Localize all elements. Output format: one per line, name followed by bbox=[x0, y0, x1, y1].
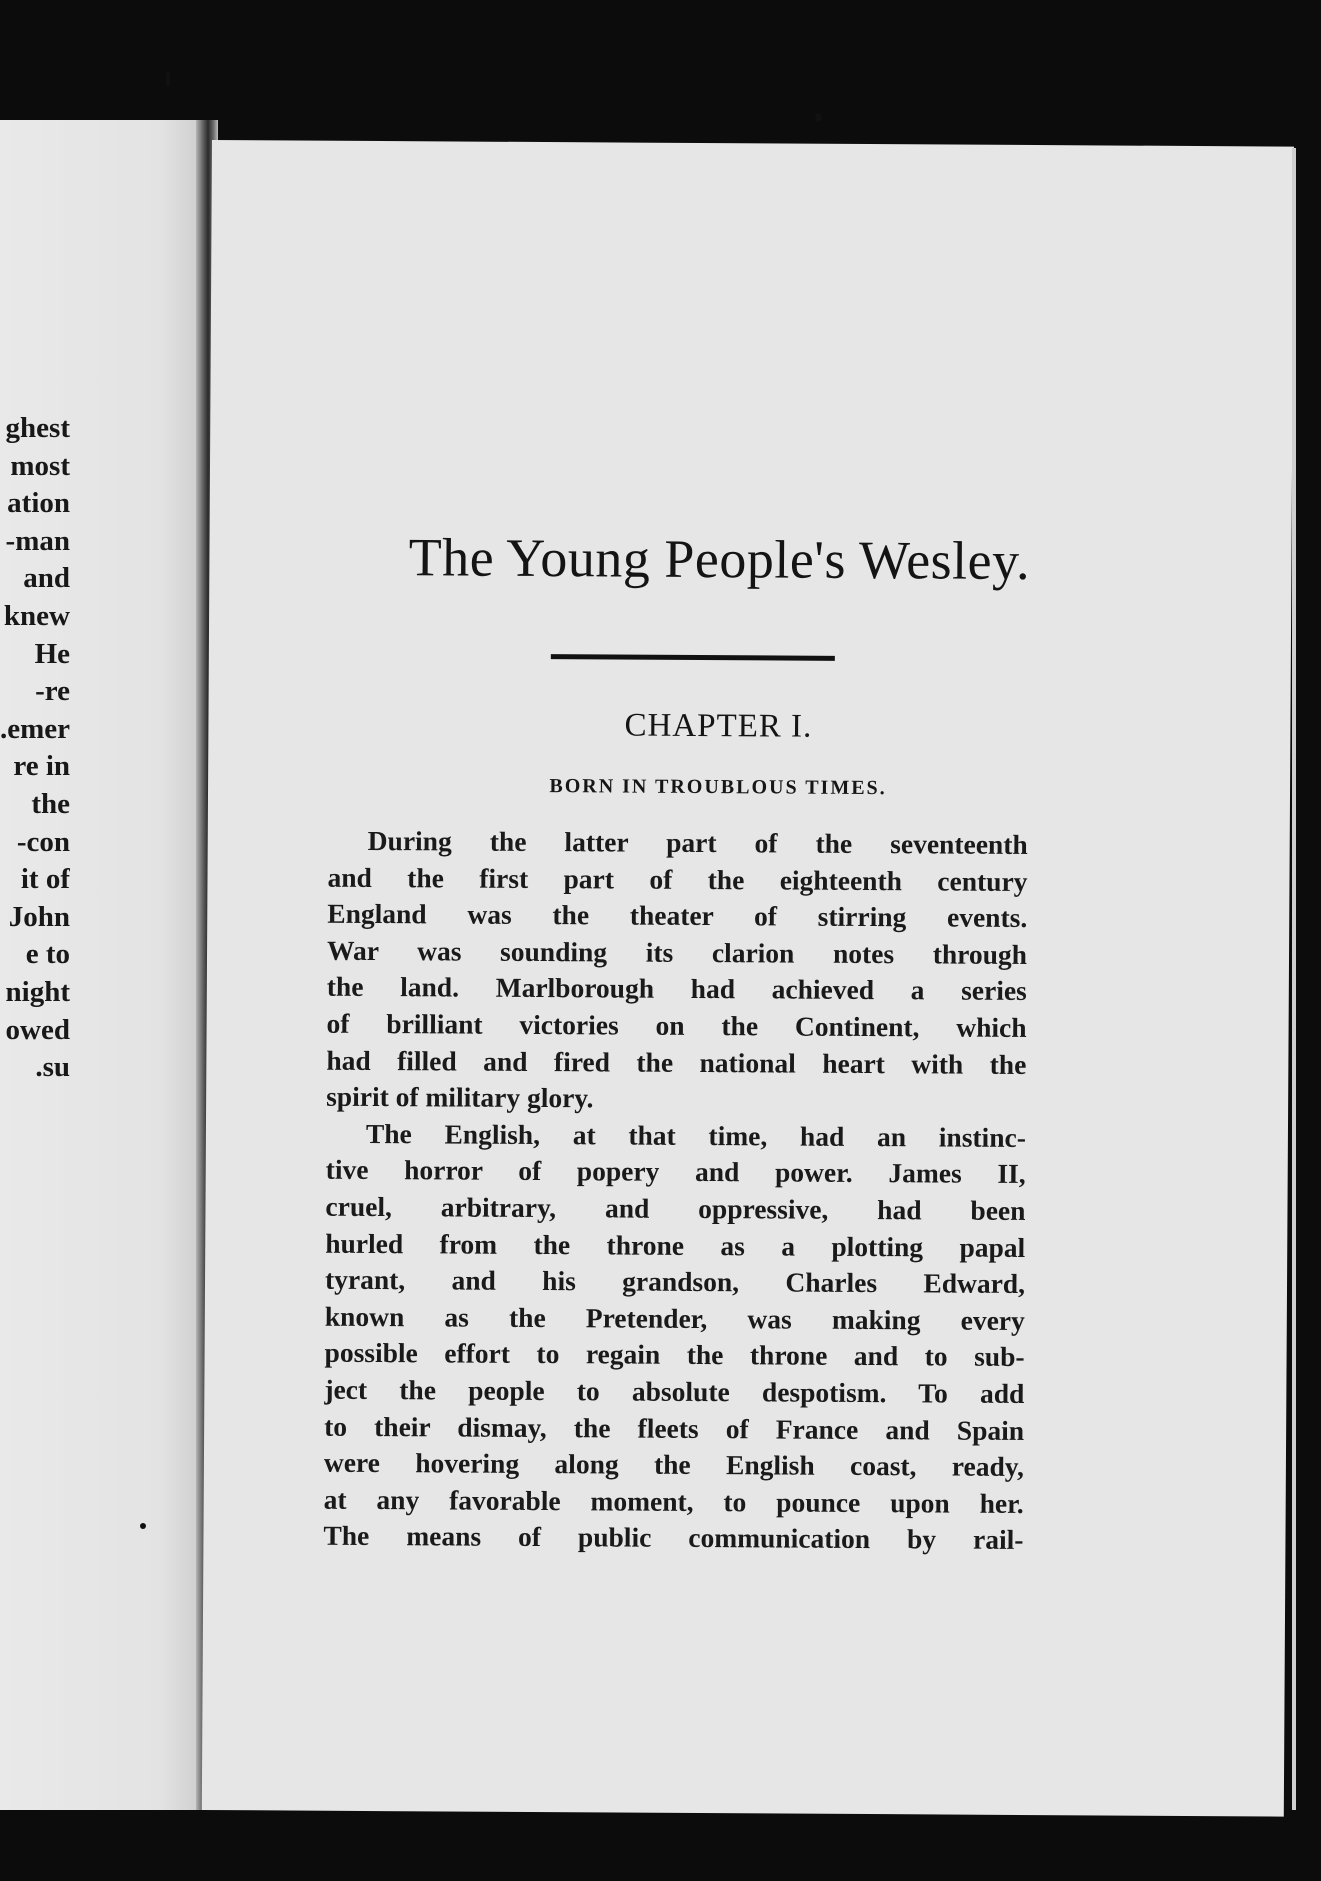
scan-speck bbox=[815, 113, 822, 122]
previous-page-line: su. bbox=[35, 1051, 70, 1084]
previous-page-line: ation bbox=[7, 487, 70, 520]
previous-page-line: knew bbox=[3, 599, 70, 632]
body-line: hurled from the throne as a plotting papal bbox=[325, 1227, 1026, 1263]
body-line: of brilliant victories on the Continent, which bbox=[326, 1007, 1027, 1043]
previous-page-line: emer. bbox=[0, 712, 70, 745]
previous-page-line: the bbox=[31, 787, 70, 820]
chapter-body bbox=[323, 823, 1027, 1559]
chapter-title: BORN IN TROUBLOUS TIMES. bbox=[549, 775, 887, 800]
chapter-heading: CHAPTER I. bbox=[624, 707, 813, 745]
previous-page-line: night bbox=[5, 975, 70, 1008]
book-title: The Young People's Wesley. bbox=[408, 527, 1031, 592]
body-line: spirit of military glory. bbox=[326, 1080, 594, 1114]
scan-speck bbox=[140, 1523, 146, 1529]
previous-page-line: e to bbox=[25, 938, 70, 971]
body-line: known as the Pretender, was making every bbox=[324, 1300, 1025, 1336]
previous-page-line: and bbox=[23, 562, 70, 595]
previous-page-line: man- bbox=[5, 524, 70, 557]
current-page bbox=[202, 140, 1294, 1817]
body-line: England was the theater of stirring events. bbox=[327, 897, 1028, 934]
title-rule bbox=[551, 654, 835, 661]
previous-page-line: owed bbox=[5, 1013, 70, 1046]
previous-page-line: He bbox=[34, 637, 70, 670]
body-line: the land. Marlborough had achieved a series bbox=[326, 971, 1027, 1007]
body-line: cruel, arbitrary, and oppressive, had been bbox=[325, 1190, 1026, 1226]
body-line: tive horror of popery and power. James II, bbox=[325, 1154, 1026, 1190]
previous-page-line: most bbox=[10, 449, 70, 482]
body-line: and the first part of the eighteenth century bbox=[327, 861, 1028, 897]
previous-page-text bbox=[0, 410, 70, 1087]
previous-page-line: re- bbox=[35, 675, 70, 708]
previous-page-line: ghest bbox=[5, 412, 70, 444]
previous-page-fragment bbox=[0, 120, 200, 1810]
body-line: were hovering along the English coast, ready, bbox=[323, 1446, 1025, 1483]
previous-page-line: re in bbox=[13, 750, 70, 783]
body-line: possible effort to regain the throne and to sub- bbox=[324, 1337, 1025, 1373]
body-line: War was sounding its clarion notes through bbox=[326, 934, 1028, 970]
body-line: The English, at that time, had an instinc- bbox=[365, 1117, 1027, 1153]
page-edge bbox=[1292, 148, 1296, 1810]
body-line: had filled and fired the national heart with the bbox=[326, 1044, 1027, 1080]
scan-speck bbox=[166, 72, 170, 86]
previous-page-line: con- bbox=[16, 825, 70, 858]
body-line: ject the people to absolute despotism. To add bbox=[324, 1373, 1025, 1409]
previous-page-line: John bbox=[8, 900, 70, 933]
body-line: The means of public communication by rail- bbox=[323, 1519, 1024, 1556]
previous-page-line: it of bbox=[20, 863, 70, 896]
body-line: tyrant, and his grandson, Charles Edward, bbox=[324, 1263, 1026, 1300]
body-line: at any favorable moment, to pounce upon her. bbox=[323, 1483, 1024, 1519]
body-line: During the latter part of the seventeenth bbox=[367, 824, 1028, 860]
body-line: to their dismay, the fleets of France and Spain bbox=[324, 1410, 1025, 1446]
